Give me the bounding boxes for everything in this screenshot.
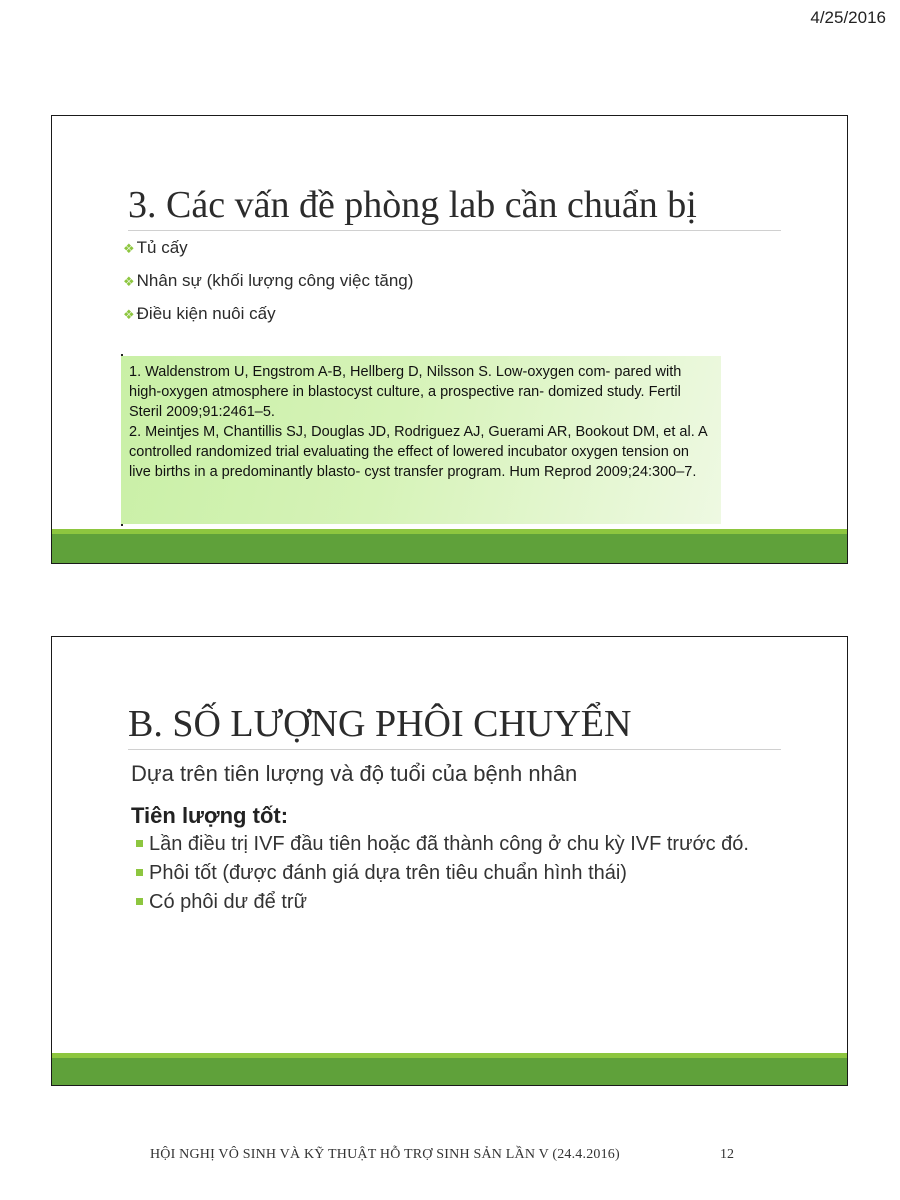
page-footer: HỘI NGHỊ VÔ SINH VÀ KỸ THUẬT HỖ TRỢ SINH SẢN LẦN V (24.4.2016)	[150, 1147, 620, 1162]
reference-1: 1. Waldenstrom U, Engstrom A-B, Hellberg D, Nilsson S. Low-oxygen com- pared with high-oxygen atmosphere in blastocyst culture, a prospective ran- domized study. Fertil Steril 2009;91:2461–5.	[129, 364, 682, 420]
slide-1	[51, 115, 848, 564]
page-number: 12	[720, 1147, 734, 1162]
footer-bar	[52, 534, 847, 563]
diamond-bullet-icon: ❖	[123, 241, 135, 256]
footer-bar	[52, 1058, 847, 1085]
reference-2: 2. Meintjes M, Chantillis SJ, Douglas JD, Rodriguez AJ, Guerami AR, Bookout DM, et al. A controlled randomized trial evaluating the effect of lowered incubator oxygen tension on live births in a predominantly blasto- cyst transfer program. Hum Reprod 2009;24:300–7.	[129, 424, 707, 480]
list-item: ❖ Tủ cấy	[123, 238, 188, 257]
slide-1-title: 3. Các vấn đề phòng lab cần chuẩn bị	[128, 186, 781, 231]
list-item: ❖ Nhân sự (khối lượng công việc tăng)	[123, 271, 414, 290]
slide-2	[51, 636, 848, 1086]
references-box	[121, 356, 721, 524]
marker-dot	[121, 524, 123, 526]
square-bullet-icon	[136, 869, 143, 876]
list-item: Phôi tốt (được đánh giá dựa trên tiêu chuẩn hình thái)	[136, 860, 784, 886]
diamond-bullet-icon: ❖	[123, 274, 135, 289]
slide-2-bullet-list	[136, 831, 784, 918]
square-bullet-icon	[136, 898, 143, 905]
square-bullet-icon	[136, 840, 143, 847]
page-date: 4/25/2016	[810, 8, 886, 27]
diamond-bullet-icon: ❖	[123, 307, 135, 322]
slide-2-title: B. SỐ LƯỢNG PHÔI CHUYỂN	[128, 705, 781, 750]
section-heading: Tiên lượng tốt:	[131, 803, 289, 828]
list-item: Có phôi dư để trữ	[136, 889, 784, 915]
slide-1-bullet-list	[123, 237, 413, 336]
list-item: Lần điều trị IVF đầu tiên hoặc đã thành công ở chu kỳ IVF trước đó.	[136, 831, 784, 857]
list-item: ❖ Điều kiện nuôi cấy	[123, 304, 276, 323]
slide-2-subtitle: Dựa trên tiên lượng và độ tuổi của bệnh nhân	[131, 761, 578, 786]
